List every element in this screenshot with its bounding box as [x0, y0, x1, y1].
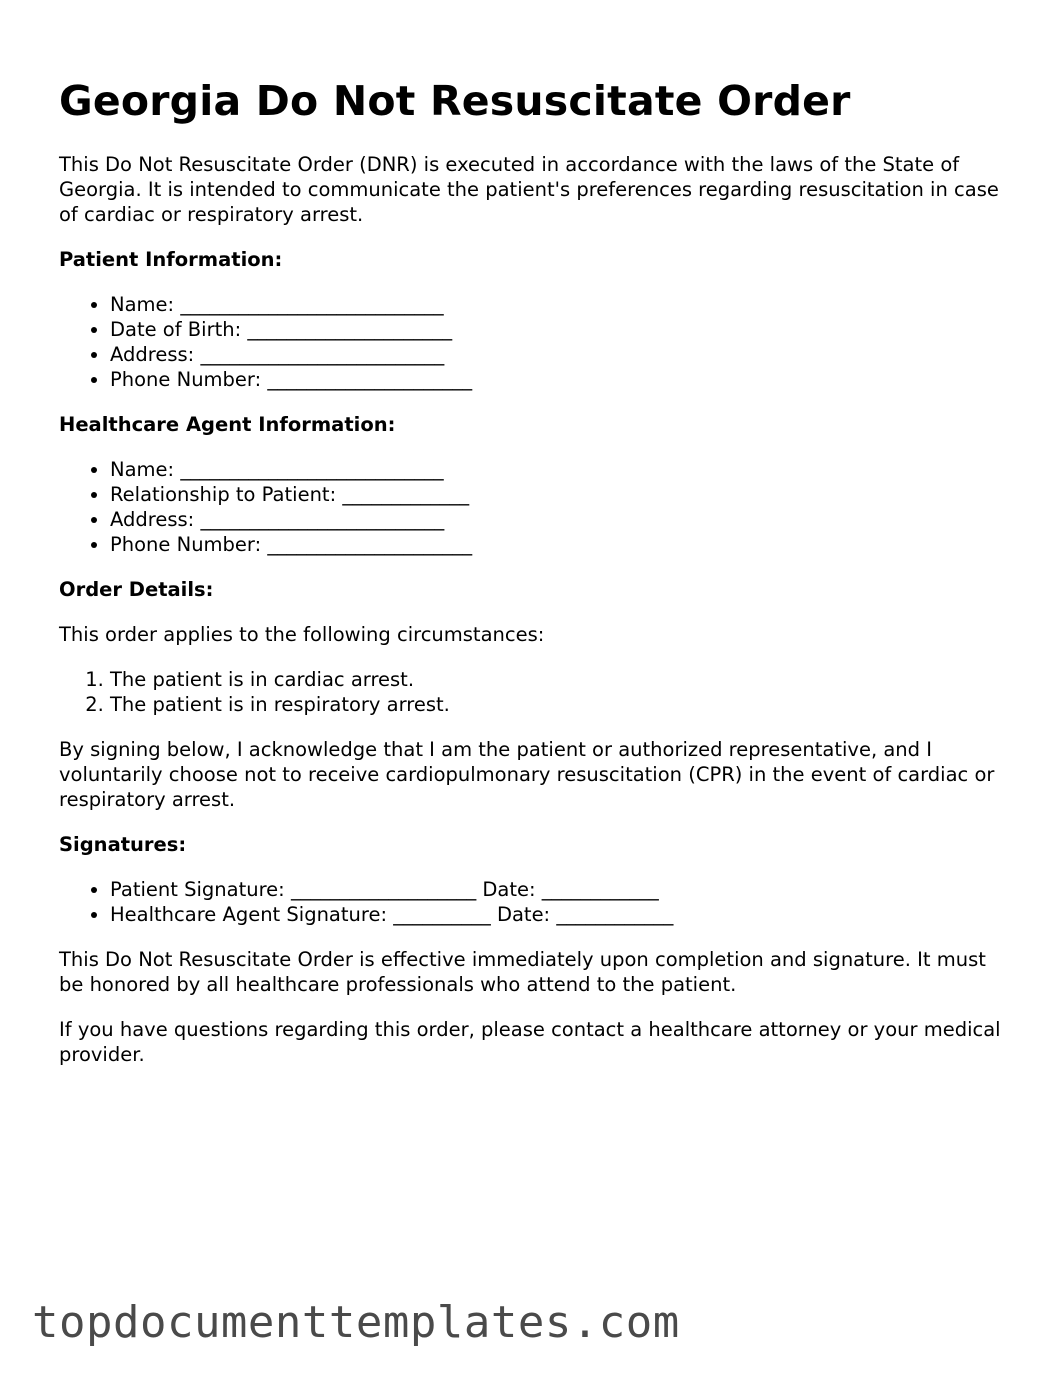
field-label: Phone Number:	[110, 533, 262, 556]
agent-relationship-field	[110, 482, 1004, 507]
agent-address-field	[110, 507, 1004, 532]
field-label: Healthcare Agent Signature:	[110, 903, 388, 926]
fill-in-blank: _____________________	[267, 368, 473, 391]
patient-dob-field	[110, 317, 1004, 342]
fill-in-blank: ___________________________	[180, 458, 444, 481]
field-label: Address:	[110, 508, 195, 531]
field-label: Date of Birth:	[110, 318, 242, 341]
field-label: Relationship to Patient:	[110, 483, 337, 506]
date-blank: ____________	[556, 903, 674, 926]
patient-phone-field	[110, 367, 1004, 392]
agent-info-heading: Healthcare Agent Information:	[59, 413, 396, 436]
signature-blank: ___________________	[290, 878, 477, 901]
field-label: Phone Number:	[110, 368, 262, 391]
fill-in-blank: _________________________	[200, 508, 445, 531]
date-blank: ____________	[541, 878, 659, 901]
field-label: Name:	[110, 458, 175, 481]
effective-note: This Do Not Resuscitate Order is effective immediately upon completion and signature. It must be honored by all healthcare professionals who attend to the patient.	[59, 948, 986, 996]
circumstance-item: 2. The patient is in respiratory arrest.	[110, 692, 1004, 717]
watermark-text: topdocumenttemplates.com	[32, 1297, 680, 1348]
signature-blank: __________	[393, 903, 491, 926]
field-label: Address:	[110, 343, 195, 366]
agent-phone-field	[110, 532, 1004, 557]
agent-info-list	[59, 457, 1004, 557]
fill-in-blank: _____________	[342, 483, 470, 506]
intro-paragraph: This Do Not Resuscitate Order (DNR) is executed in accordance with the laws of the State of Georgia. It is intended to communicate the patient's preferences regarding resuscitation in case of cardiac or respiratory arrest.	[59, 153, 999, 226]
document-page	[59, 72, 1004, 1087]
signatures-list	[59, 877, 1004, 927]
date-label: Date:	[482, 878, 536, 901]
fill-in-blank: ___________________________	[180, 293, 444, 316]
circumstances-list	[59, 667, 1004, 717]
agent-name-field	[110, 457, 1004, 482]
order-details-lead: This order applies to the following circumstances:	[59, 623, 545, 646]
acknowledgement-paragraph: By signing below, I acknowledge that I am the patient or authorized representative, and I voluntarily choose not to receive cardiopulmonary resuscitation (CPR) in the event of cardiac or respiratory arrest.	[59, 738, 995, 811]
field-label: Patient Signature:	[110, 878, 285, 901]
field-label: Name:	[110, 293, 175, 316]
document-title: Georgia Do Not Resuscitate Order	[59, 77, 851, 125]
fill-in-blank: _____________________	[267, 533, 473, 556]
patient-address-field	[110, 342, 1004, 367]
fill-in-blank: _____________________	[247, 318, 453, 341]
signatures-heading: Signatures:	[59, 833, 187, 856]
patient-info-heading: Patient Information:	[59, 248, 283, 271]
order-details-heading: Order Details:	[59, 578, 214, 601]
date-label: Date:	[496, 903, 551, 926]
agent-signature-line	[110, 902, 1004, 927]
patient-info-list	[59, 292, 1004, 392]
patient-signature-line	[110, 877, 1004, 902]
fill-in-blank: _________________________	[200, 343, 445, 366]
contact-note: If you have questions regarding this order, please contact a healthcare attorney or your medical provider.	[59, 1018, 1001, 1066]
circumstance-item: 1. The patient is in cardiac arrest.	[110, 667, 1004, 692]
patient-name-field	[110, 292, 1004, 317]
